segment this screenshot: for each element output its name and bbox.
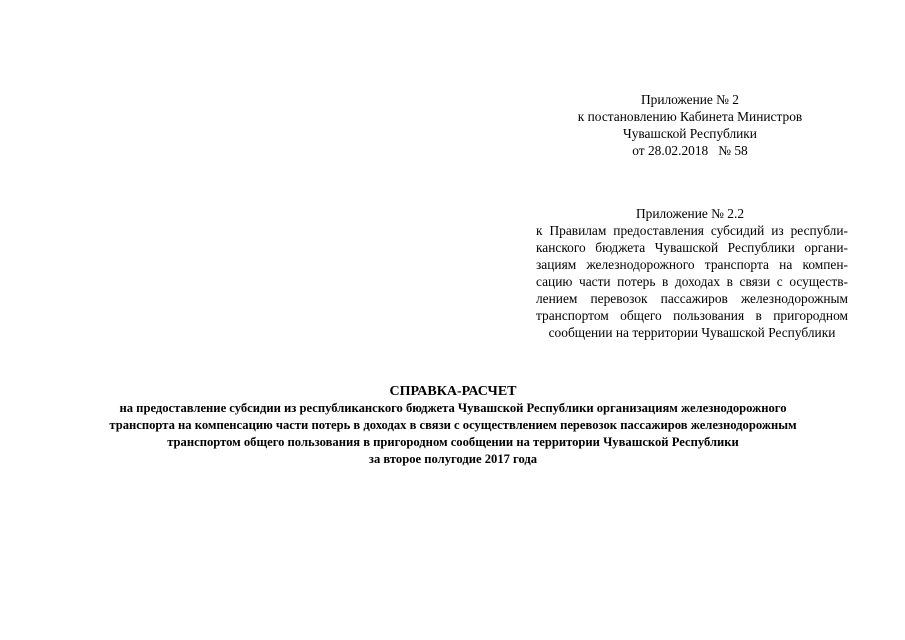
document-subtitle-line: транспортом общего пользования в пригородном сообщении на территории Чувашской Республики: [167, 435, 739, 449]
rules-appendix-text: [536, 222, 848, 341]
appendix-number: Приложение № 2: [640, 92, 740, 107]
document-subtitle-line: транспорта на компенсацию части потерь в доходах в связи с осуществлением перевозок пассажиров железнодорожным: [109, 418, 797, 432]
document-title: СПРАВКА-РАСЧЕТ: [389, 384, 517, 399]
appendix-header: [532, 91, 848, 159]
document-period: за второе полугодие 2017 года: [368, 452, 538, 466]
rules-appendix-line: канского бюджета Чувашской Республики органи-: [536, 240, 848, 255]
rules-appendix-line: зациям железнодорожного транспорта на компен-: [536, 257, 848, 272]
appendix-decree-number: № 58: [718, 143, 748, 158]
document-heading: [52, 383, 854, 468]
appendix-date-line: [532, 142, 848, 159]
rules-appendix-title: Приложение № 2.2: [635, 206, 745, 221]
appendix-date: от 28.02.2018: [632, 143, 709, 158]
appendix-authority: Чувашской Республики: [623, 126, 757, 141]
rules-appendix-line: транспортом общего пользования в пригородном: [536, 308, 848, 323]
rules-appendix-line: лением перевозок пассажиров железнодорожным: [536, 291, 848, 306]
appendix-reference: к постановлению Кабинета Министров: [577, 109, 803, 124]
document-subtitle-line: на предоставление субсидии из республиканского бюджета Чувашской Республики организациям железнодорожного: [119, 401, 787, 415]
rules-appendix-line: сацию части потерь в доходах в связи с осуществ-: [536, 274, 848, 289]
rules-appendix-line: к Правилам предоставления субсидий из республи-: [536, 223, 848, 238]
rules-appendix-line: сообщении на территории Чувашской Республики: [548, 325, 836, 340]
